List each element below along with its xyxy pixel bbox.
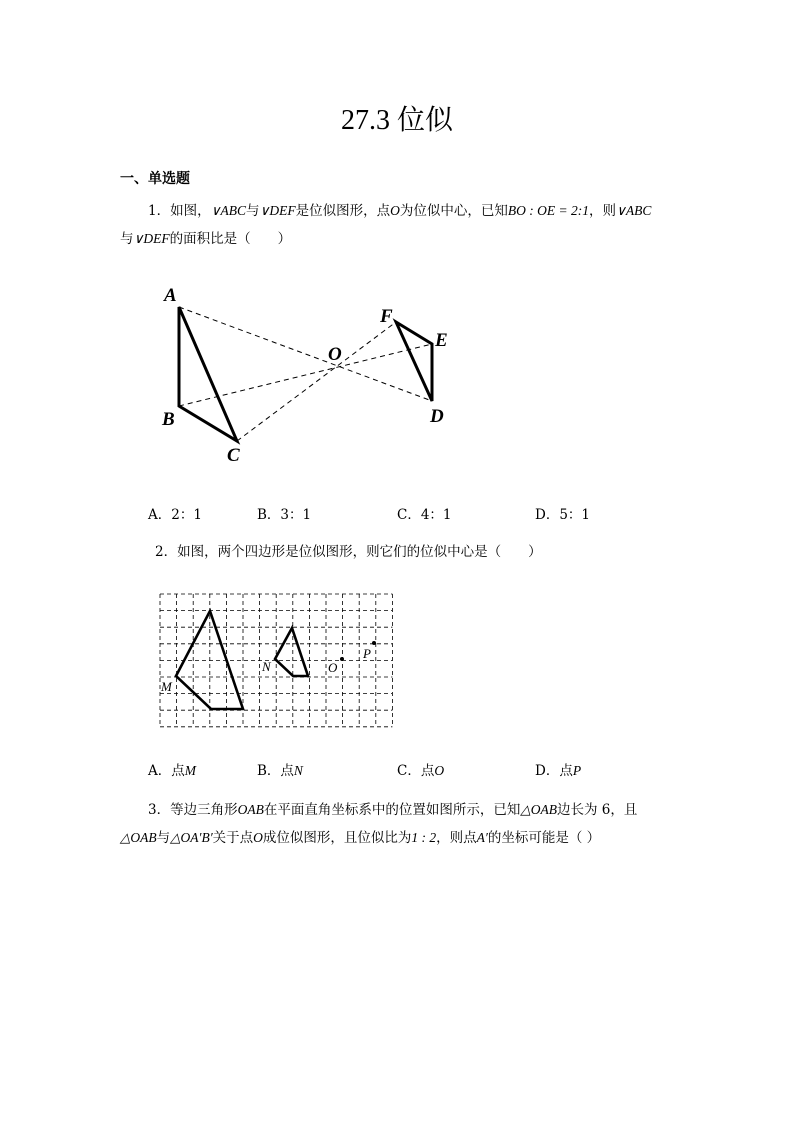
q1-math: ∨ABC: [210, 203, 246, 218]
q1-math: ∨DEF: [133, 231, 170, 246]
q1-text: 的面积比是（ ）: [169, 231, 292, 247]
q2-option-c: [397, 759, 444, 779]
figure-1-homothety-triangles: [150, 280, 470, 470]
triangle-ABC: [179, 307, 237, 441]
dashed-line-CF: [237, 322, 396, 441]
point-O-dot: [340, 657, 344, 661]
question-3-line-2: [120, 828, 600, 848]
q3-math: 1 : 2: [411, 830, 437, 845]
q2-option-d-var: P: [572, 763, 582, 778]
q2-option-a: [148, 759, 196, 779]
q2-option-b-prefix: B．点: [257, 763, 294, 779]
q1-math: ∨DEF: [259, 203, 296, 218]
q2-option-d-prefix: D．点: [535, 763, 573, 779]
q2-option-c-var: O: [434, 763, 445, 778]
q2-option-a-var: M: [184, 763, 196, 778]
q1-math: O: [390, 203, 400, 218]
q3-text: 成位似图形，且位似比为: [262, 830, 412, 846]
q1-option-d: D．5：1: [535, 507, 591, 523]
q1-text: 如图，: [170, 203, 211, 219]
q3-math: A′: [476, 830, 488, 845]
point-P-dot: [372, 641, 376, 645]
figure-1-dashed-lines: [179, 307, 432, 441]
q1-text: 为位似中心，已知: [399, 203, 508, 219]
q1-option-c: C．4：1: [397, 507, 452, 523]
label-F: F: [380, 306, 393, 327]
q2-option-c-prefix: C．点: [397, 763, 435, 779]
q3-text: 与: [156, 830, 171, 846]
q2-option-d: [535, 759, 581, 779]
label-A: A: [164, 285, 177, 306]
q3-math: O: [253, 830, 263, 845]
label-P: P: [363, 646, 371, 661]
q1-text: 是位似图形，点: [295, 203, 391, 219]
q3-text: 的坐标可能是（ ）: [487, 830, 601, 846]
q1-text: ，则: [588, 203, 616, 219]
q2-option-b: [257, 759, 303, 779]
label-D: D: [430, 406, 444, 427]
q3-math: △OA′B′: [170, 830, 213, 845]
question-3-line-1: [148, 800, 637, 820]
label-M: M: [161, 679, 172, 694]
label-N: N: [262, 659, 271, 674]
label-O: O: [328, 660, 338, 675]
label-E: E: [435, 330, 448, 351]
page-title: 27.3 位似: [340, 105, 453, 136]
q3-text: ，则点: [436, 830, 477, 846]
small-quadrilateral: [275, 628, 308, 676]
q3-text: 关于点: [212, 830, 254, 846]
question-1-number: 1．: [148, 203, 171, 219]
question-1-line-2: [120, 229, 291, 249]
label-C: C: [227, 445, 240, 466]
question-2-line-1: 2．如图，两个四边形是位似图形，则它们的位似中心是（ ）: [155, 544, 542, 560]
q3-math: △OAB: [520, 802, 557, 817]
section-heading: 一、单选题: [120, 171, 190, 187]
label-O: O: [328, 344, 342, 365]
q1-option-a: A．2：1: [148, 507, 202, 523]
figure-2-grid-quadrilaterals: [158, 592, 394, 728]
label-B: B: [162, 409, 175, 430]
q3-text: 在平面直角坐标系中的位置如图所示，已知: [263, 802, 521, 818]
q2-option-a-prefix: A．点: [148, 763, 185, 779]
q1-math: ∨ABC: [615, 203, 652, 218]
q1-text: 与: [120, 231, 134, 247]
q3-math: OAB: [237, 802, 264, 817]
q1-math: BO : OE = 2:1: [507, 203, 589, 218]
q3-text: 3．等边三角形: [148, 802, 238, 818]
question-1-line-1: [148, 201, 651, 221]
q1-text: 与: [245, 203, 260, 219]
q1-option-b: B．3：1: [257, 507, 312, 523]
q2-option-b-var: N: [293, 763, 303, 778]
q3-text: 边长为 6，且: [556, 802, 638, 818]
q3-math: △OAB: [120, 830, 157, 845]
